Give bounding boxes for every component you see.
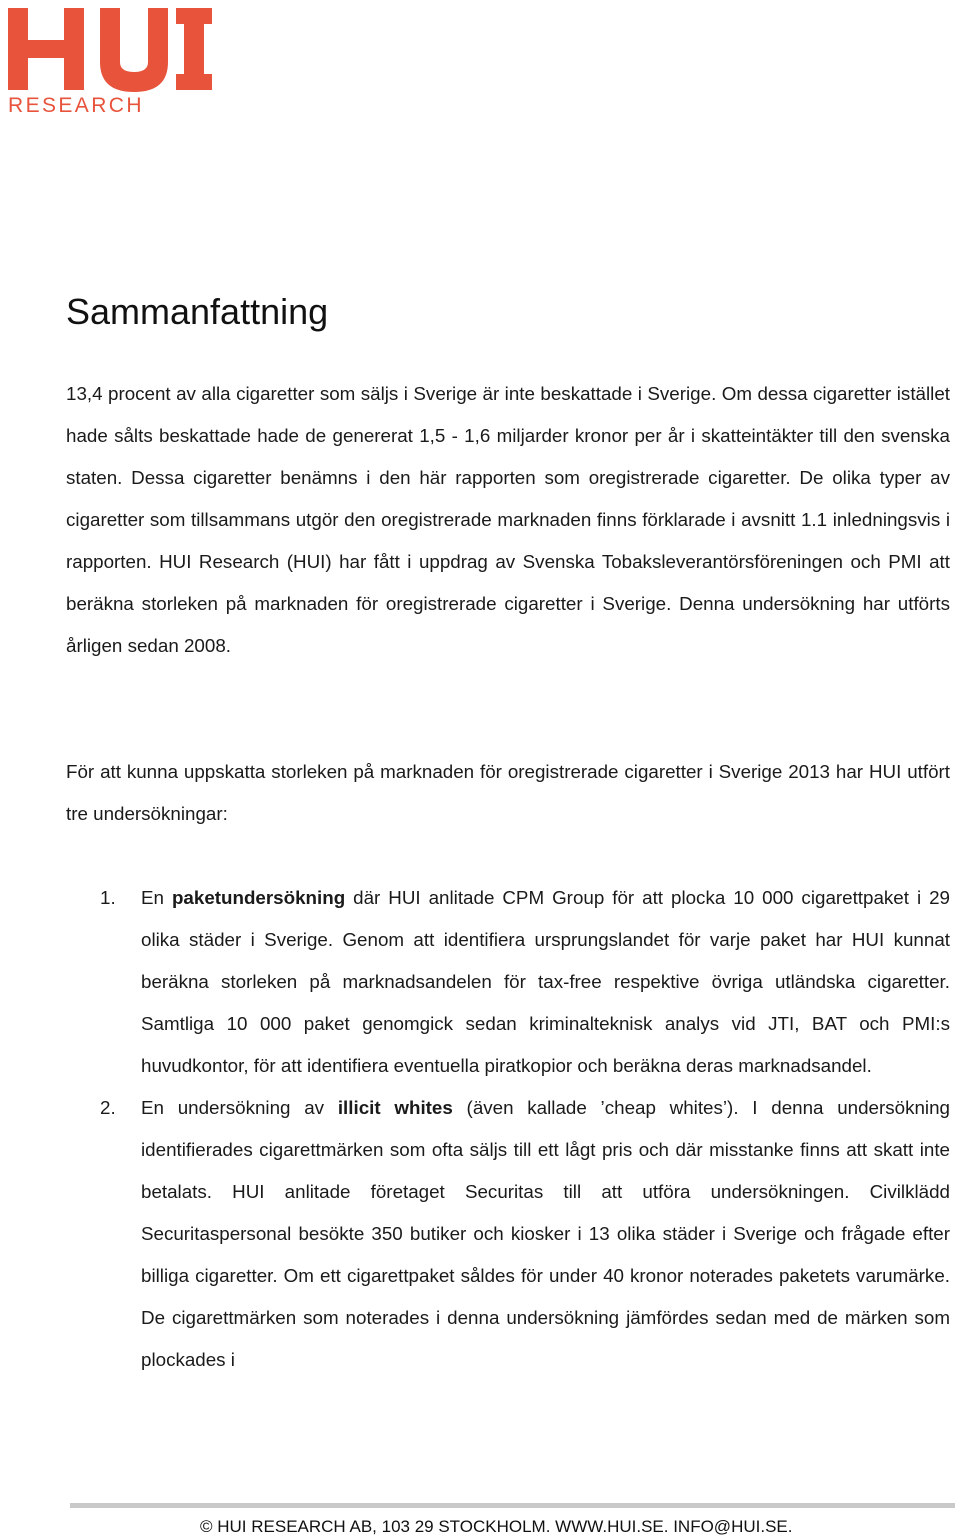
hui-research-logo (8, 4, 240, 118)
survey-list (100, 877, 950, 1381)
list-item-number: 1. (100, 887, 116, 908)
list-item-text-pre: En (141, 887, 172, 908)
list-item-bold-term: illicit whites (337, 1097, 453, 1118)
list-item-text-post: där HUI anlitade CPM Group för att plocka 10 000 cigarettpaket i 29 olika städer i Sverige. Genom att identifiera ursprungslandet för varje paket har HUI kunnat beräkna storleken på marknadsandelen för tax-free respektive övriga utländska cigaretter. Samtliga 10 000 paket genomgick sedan kriminalteknisk analys vid JTI, BAT och PMI:s huvudkontor, för att identifiera eventuella piratkopior och beräkna deras marknadsandel. (141, 887, 950, 1076)
logo-subtitle: RESEARCH (8, 94, 144, 117)
footer-contact: © HUI RESEARCH AB, 103 29 STOCKHOLM. WWW.HUI.SE. INFO@HUI.SE. (200, 1517, 793, 1536)
page-title: Sammanfattning (66, 291, 329, 332)
summary-paragraph-1: 13,4 procent av alla cigaretter som säljs i Sverige är inte beskattade i Sverige. Om dessa cigaretter istället hade sålts beskattade hade de genererat 1,5 - 1,6 miljarder kronor per år i skatteintäkter till den svenska staten. Dessa cigaretter benämns i den här rapporten som oregistrerade cigaretter. De olika typer av cigaretter som tillsammans utgör den oregistrerade marknaden finns förklarade i avsnitt 1.1 inledningsvis i rapporten. HUI Research (HUI) har fått i uppdrag av Svenska Tobaksleverantörsföreningen och PMI att beräkna storleken på marknaden för oregistrerade cigaretter i Sverige. Denna undersökning har utförts årligen sedan 2008. (66, 383, 950, 656)
list-item (100, 877, 950, 1087)
hui-logo-mark (8, 4, 240, 118)
list-item-bold-term: paketundersökning (171, 887, 346, 908)
list-item-text-pre: En undersökning av (141, 1097, 338, 1118)
summary-paragraph-2: För att kunna uppskatta storleken på marknaden för oregistrerade cigaretter i Sverige 2013 har HUI utfört tre undersökningar: (66, 761, 950, 824)
list-item-number: 2. (100, 1097, 116, 1118)
list-item-text-post: (även kallade ’cheap whites’). I denna undersökning identifierades cigarettmärken som ofta säljs till ett lågt pris och där misstanke finns att skatt inte betalats. HUI anlitade företaget Securitas till att utföra undersökningen. Civilklädd Securitaspersonal besökte 350 butiker och kiosker i 13 olika städer i Sverige och frågade efter billiga cigaretter. Om ett cigarettpaket såldes för under 40 kronor noterades paketets varumärke. De cigarettmärken som noterades i denna undersökning jämfördes sedan med de märken som plockades i (141, 1097, 950, 1370)
footer-divider (70, 1503, 955, 1508)
list-item (100, 1087, 950, 1381)
